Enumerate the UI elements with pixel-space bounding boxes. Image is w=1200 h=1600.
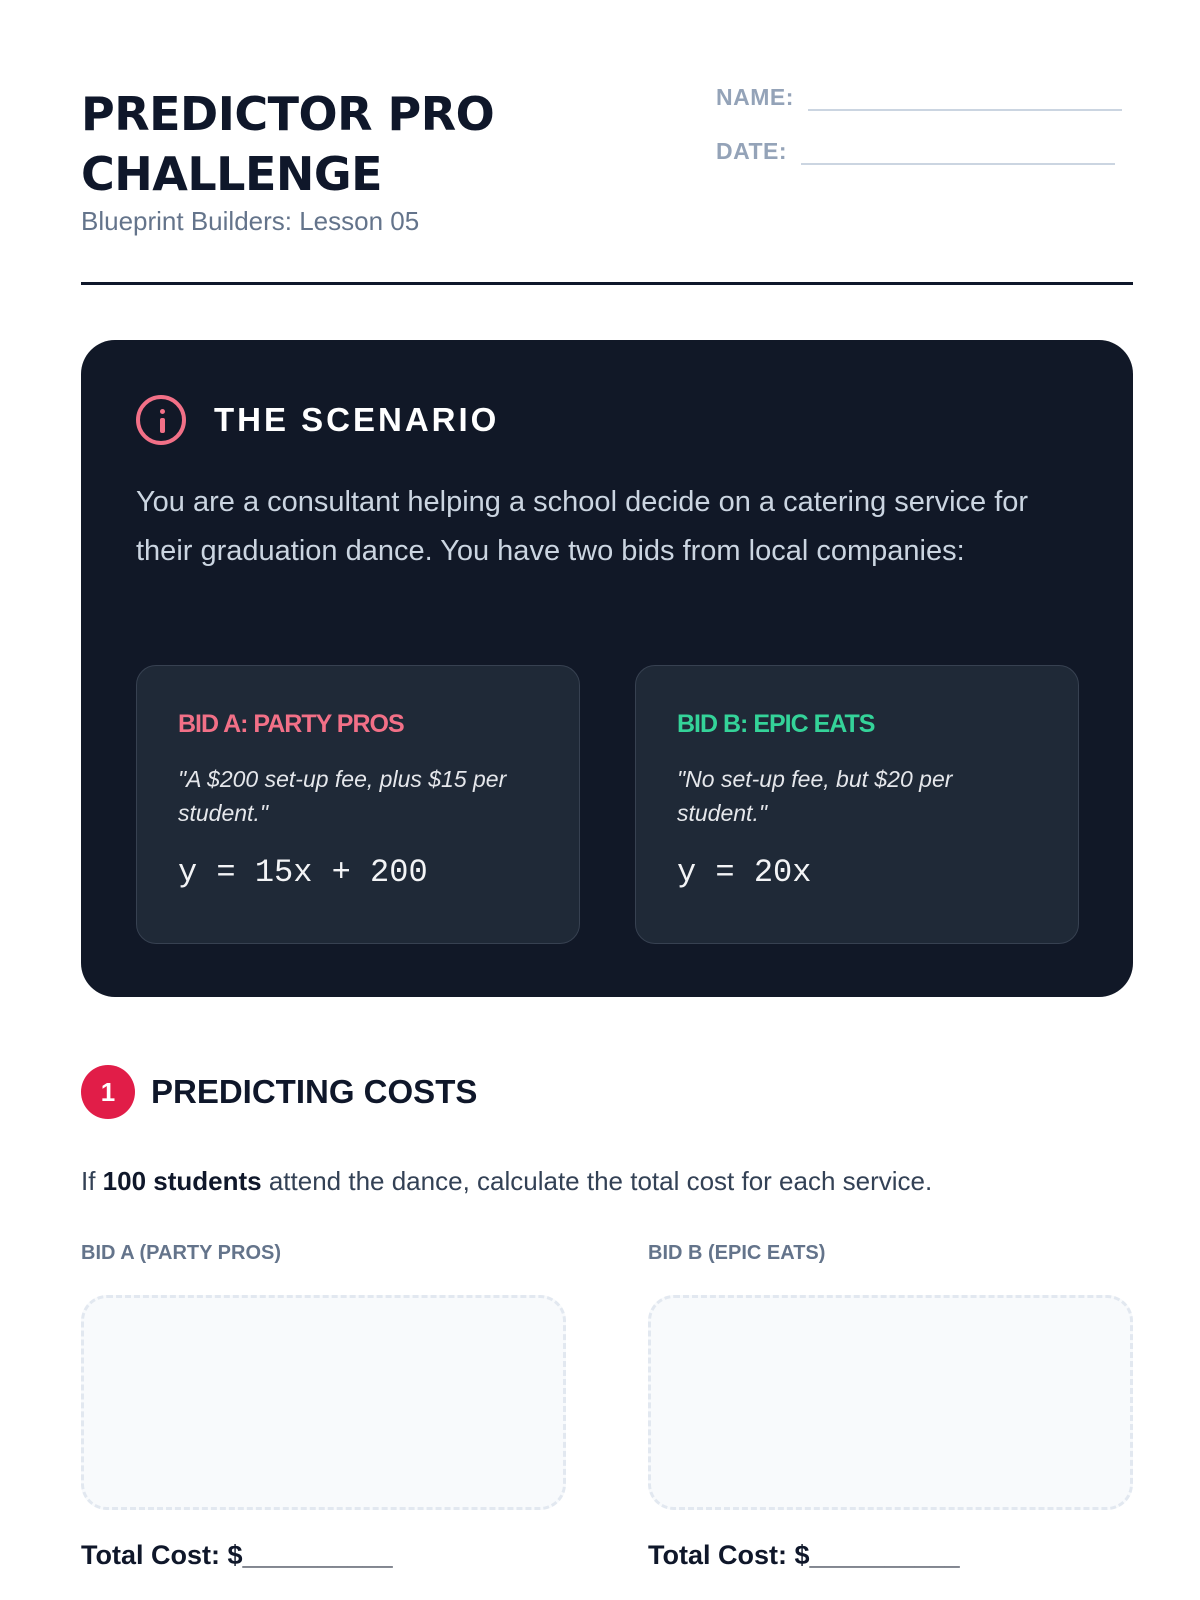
date-line[interactable] <box>801 141 1115 165</box>
instructions-bold: 100 students <box>102 1166 262 1196</box>
instructions-prefix: If <box>81 1166 103 1196</box>
title-line-1: PREDICTOR PRO <box>81 87 495 141</box>
bid-b-total-cost: Total Cost: $__________ <box>648 1540 960 1570</box>
name-label: NAME: <box>716 84 794 110</box>
name-line[interactable] <box>808 87 1122 111</box>
bid-b-equation: y = 20x <box>677 854 812 891</box>
bid-b-quote: "No set-up fee, but $20 per student." <box>677 766 953 826</box>
date-label: DATE: <box>716 138 788 164</box>
bid-a-total-cost: Total Cost: $__________ <box>81 1540 393 1570</box>
title-line-2: CHALLENGE <box>81 147 383 201</box>
scenario-heading <box>136 395 499 445</box>
bid-b-column-label: BID B (EPIC EATS) <box>648 1242 826 1264</box>
date-field[interactable] <box>716 138 1115 165</box>
section-1-instructions <box>81 1166 932 1197</box>
page-title <box>81 84 494 204</box>
bid-a-quote: "A $200 set-up fee, plus $15 per student." <box>178 766 507 826</box>
bid-b-title: BID B: EPIC EATS <box>677 710 875 738</box>
step-number-badge: 1 <box>81 1065 135 1119</box>
scenario-text: You are a consultant helping a school decide on a catering service for their graduation dance. You have two bids from local companies: <box>136 486 1029 567</box>
info-icon <box>136 395 186 445</box>
section-1-heading <box>81 1065 477 1119</box>
name-field[interactable] <box>716 84 1122 111</box>
bid-a-card <box>136 665 580 944</box>
section-1-title: PREDICTING COSTS <box>151 1073 478 1110</box>
header-divider <box>81 282 1133 285</box>
worksheet-header <box>81 84 1133 294</box>
bid-b-work-area[interactable] <box>648 1295 1133 1510</box>
lesson-subtitle: Blueprint Builders: Lesson 05 <box>81 206 420 236</box>
instructions-suffix: attend the dance, calculate the total cost for each service. <box>261 1166 933 1196</box>
scenario-panel <box>81 340 1133 997</box>
bid-a-column-label: BID A (PARTY PROS) <box>81 1242 282 1264</box>
bid-b-card <box>635 665 1079 944</box>
scenario-title: THE SCENARIO <box>214 401 500 438</box>
bid-a-equation: y = 15x + 200 <box>178 854 428 891</box>
bid-a-title: BID A: PARTY PROS <box>178 710 404 738</box>
bid-a-work-area[interactable] <box>81 1295 566 1510</box>
